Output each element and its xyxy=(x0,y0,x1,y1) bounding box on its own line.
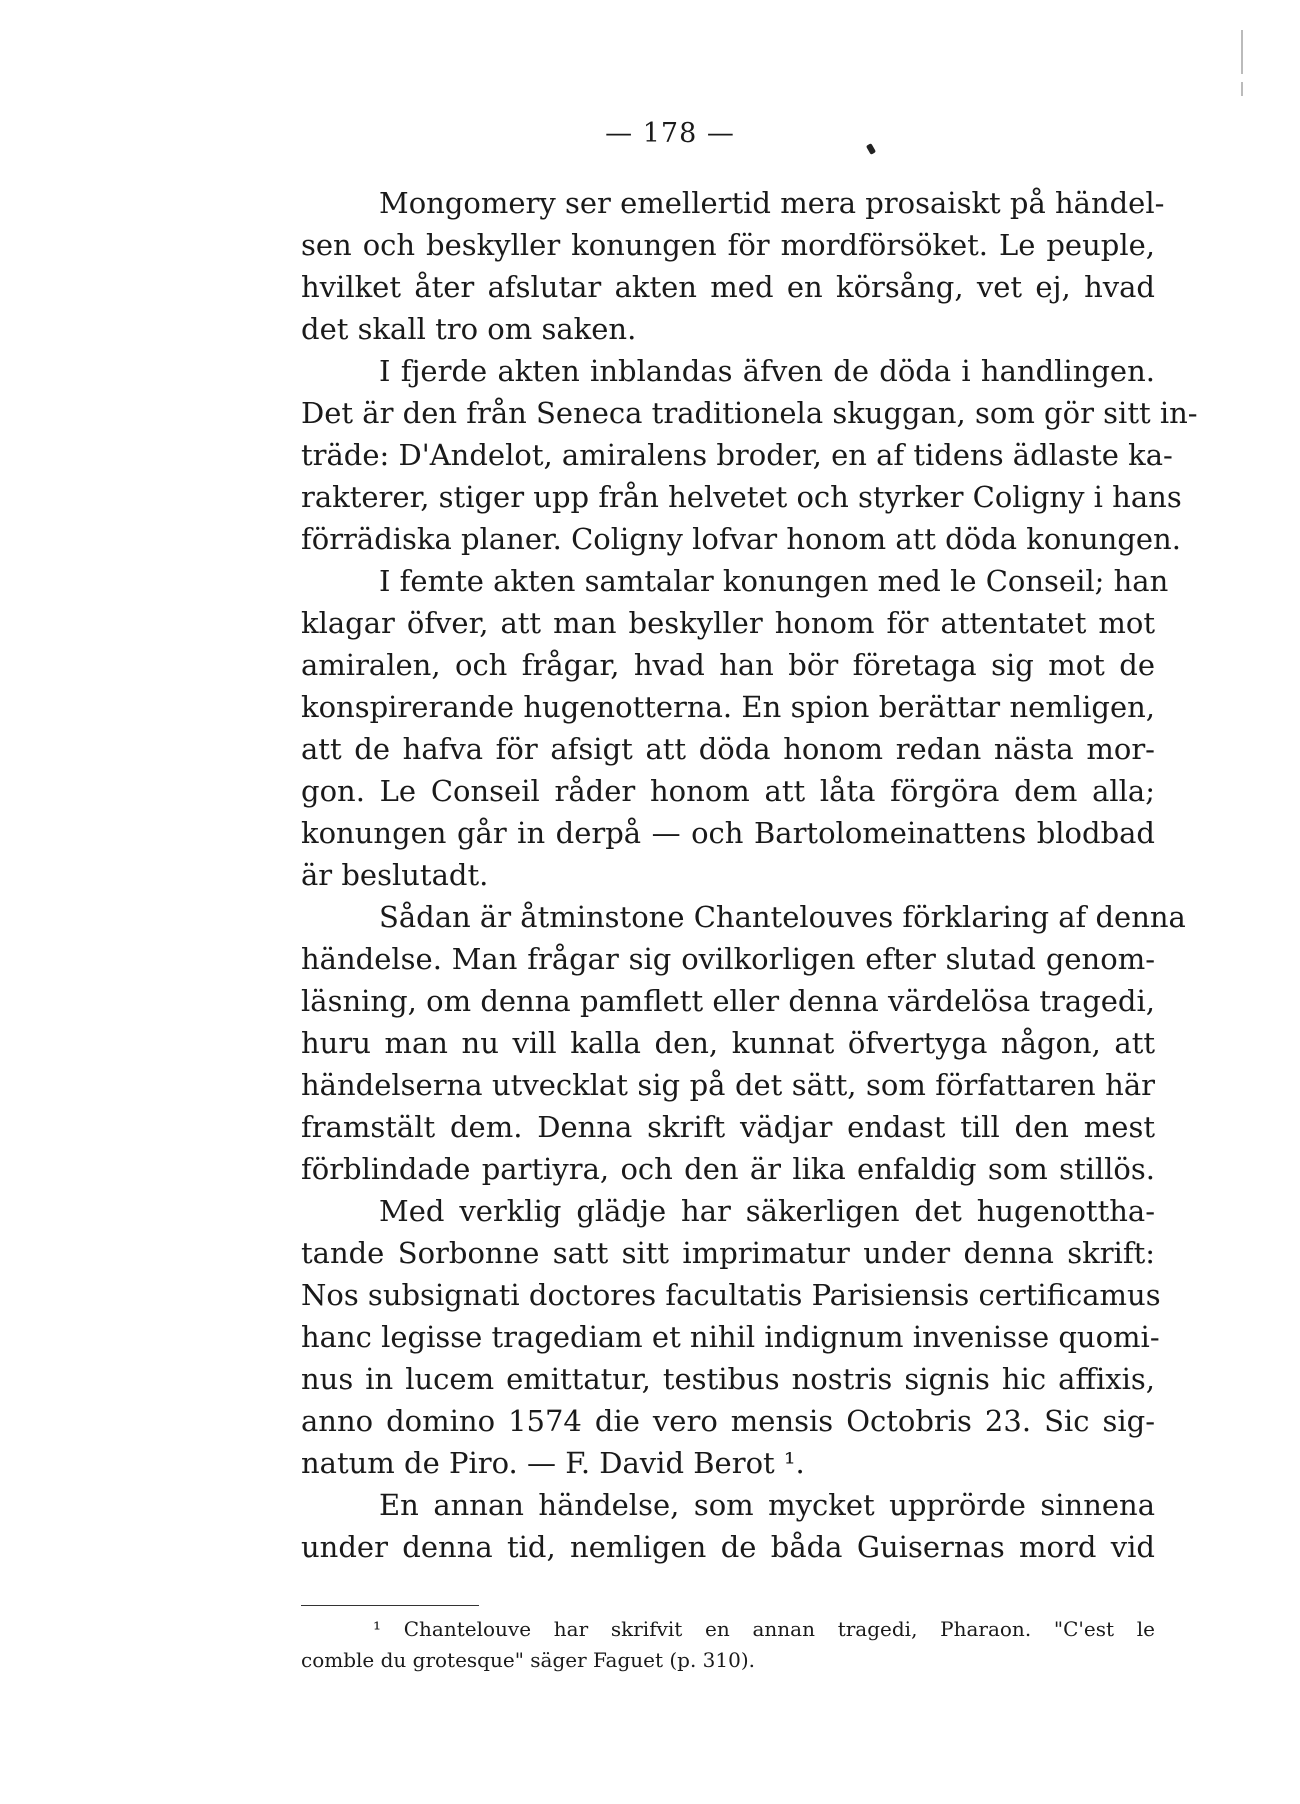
text-line: Sådan är åtminstone Chantelouves förklaring af denna xyxy=(379,900,1186,934)
page-number xyxy=(0,118,1300,149)
text-line: sen och beskyller konungen för mordförsöket. Le peuple, xyxy=(301,228,1155,262)
text-line: läsning, om denna pamflett eller denna värdelösa tragedi, xyxy=(301,984,1155,1018)
footnotes xyxy=(301,1614,1155,1676)
text-line: förblindade partiyra, och den är lika enfaldig som stillös. xyxy=(301,1152,1155,1186)
text-line: hvilket åter afslutar akten med en körsång, vet ej, hvad xyxy=(301,270,1155,304)
text-line: hanc legisse tragediam et nihil indignum invenisse quomi- xyxy=(301,1320,1160,1354)
text-line: rakterer, stiger upp från helvetet och styrker Coligny i hans xyxy=(301,480,1182,514)
text-line: gon. Le Conseil råder honom att låta förgöra dem alla; xyxy=(301,774,1155,808)
text-line: amiralen, och frågar, hvad han bör företaga sig mot de xyxy=(301,648,1155,682)
text-line: händelserna utvecklat sig på det sätt, som författaren här xyxy=(301,1068,1155,1102)
text-line: Nos subsignati doctores facultatis Parisiensis certificamus xyxy=(301,1278,1161,1312)
page-edge-mark xyxy=(1241,30,1243,74)
page-number-text: — 178 — xyxy=(605,118,735,149)
text-line: anno domino 1574 die vero mensis Octobris 23. Sic sig- xyxy=(301,1404,1155,1438)
text-line: I fjerde akten inblandas äfven de döda i handlingen. xyxy=(379,354,1155,388)
text-line: Med verklig glädje har säkerligen det hugenottha- xyxy=(379,1194,1155,1228)
text-line: under denna tid, nemligen de båda Guisernas mord vid xyxy=(301,1530,1155,1564)
text-line: träde: D'Andelot, amiralens broder, en af tidens ädlaste ka- xyxy=(301,438,1173,472)
text-line: Mongomery ser emellertid mera prosaiskt på händel- xyxy=(379,186,1165,220)
page-edge-mark xyxy=(1241,82,1243,96)
footnote-line: comble du grotesque" säger Faguet (p. 310). xyxy=(301,1648,756,1672)
text-line: konspirerande hugenotterna. En spion berättar nemligen, xyxy=(301,690,1155,724)
text-line: förrädiska planer. Coligny lofvar honom att döda konungen. xyxy=(301,522,1181,556)
text-line: att de hafva för afsigt att döda honom redan nästa mor- xyxy=(301,732,1155,766)
text-line: är beslutadt. xyxy=(301,858,489,892)
text-line: natum de Piro. — F. David Berot ¹. xyxy=(301,1446,805,1480)
text-line: En annan händelse, som mycket upprörde sinnena xyxy=(379,1488,1155,1522)
text-line: I femte akten samtalar konungen med le Conseil; han xyxy=(379,564,1169,598)
text-line: huru man nu vill kalla den, kunnat öfvertyga någon, att xyxy=(301,1026,1155,1060)
text-line: tande Sorbonne satt sitt imprimatur under denna skrift: xyxy=(301,1236,1155,1270)
text-line: nus in lucem emittatur, testibus nostris signis hic affixis, xyxy=(301,1362,1155,1396)
text-line: konungen går in derpå — och Bartolomeinattens blodbad xyxy=(301,816,1155,850)
footnote-rule xyxy=(301,1605,479,1606)
footnote-line: ¹ Chantelouve har skrifvit en annan tragedi, Pharaon. "C'est le xyxy=(373,1617,1155,1641)
text-line: Det är den från Seneca traditionela skuggan, som gör sitt in- xyxy=(301,396,1198,430)
text-line: klagar öfver, att man beskyller honom för attentatet mot xyxy=(301,606,1155,640)
body-text xyxy=(301,182,1198,1568)
text-line: det skall tro om saken. xyxy=(301,312,637,346)
text-line: händelse. Man frågar sig ovilkorligen efter slutad genom- xyxy=(301,942,1155,976)
text-line: framstält dem. Denna skrift vädjar endast till den mest xyxy=(301,1110,1155,1144)
